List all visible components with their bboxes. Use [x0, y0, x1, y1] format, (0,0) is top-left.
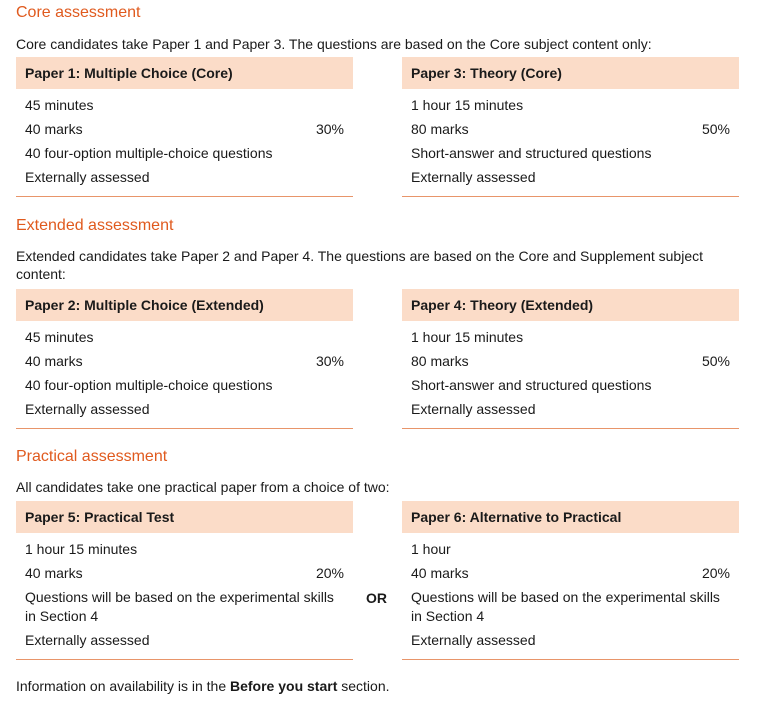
paper1-duration: 45 minutes	[25, 97, 94, 113]
paper4-weight: 50%	[701, 353, 730, 369]
paper5-weight: 20%	[315, 565, 344, 581]
paper1-box	[16, 57, 353, 197]
paper3-box	[402, 57, 739, 197]
paper6-box	[402, 501, 739, 660]
paper4-title: Paper 4: Theory (Extended)	[402, 289, 739, 321]
paper1-marks: 40 marks	[25, 121, 83, 137]
practical-intro: All candidates take one practical paper from a choice of two:	[16, 479, 390, 495]
paper2-duration: 45 minutes	[25, 329, 94, 345]
footer-prefix: Information on availability is in the	[16, 678, 230, 694]
paper3-duration: 1 hour 15 minutes	[411, 97, 524, 113]
paper1-type: 40 four-option multiple-choice questions	[25, 145, 273, 161]
paper6-duration: 1 hour	[411, 541, 451, 557]
paper6-weight: 20%	[701, 565, 730, 581]
extended-assessment-heading: Extended assessment	[16, 217, 174, 234]
extended-intro: Extended candidates take Paper 2 and Paper 4. The questions are based on the Core and Supplement subject content:	[16, 248, 703, 282]
paper5-marks: 40 marks	[25, 565, 83, 581]
paper4-assessed: Externally assessed	[411, 401, 536, 417]
paper4-marks-row	[411, 350, 730, 374]
paper3-marks-row	[411, 118, 730, 142]
before-you-start-reference: Before you start	[230, 678, 338, 694]
paper3-assessed: Externally assessed	[411, 169, 536, 185]
paper4-box	[402, 289, 739, 429]
paper4-type: Short-answer and structured questions	[411, 377, 652, 393]
paper3-weight: 50%	[701, 121, 730, 137]
paper2-box	[16, 289, 353, 429]
paper3-title: Paper 3: Theory (Core)	[402, 57, 739, 89]
paper2-marks-row	[25, 350, 344, 374]
paper2-type: 40 four-option multiple-choice questions	[25, 377, 273, 393]
practical-assessment-heading: Practical assessment	[16, 448, 168, 465]
paper5-marks-row	[25, 562, 344, 586]
availability-note	[16, 678, 390, 694]
paper1-weight: 30%	[315, 121, 344, 137]
paper1-title: Paper 1: Multiple Choice (Core)	[16, 57, 353, 89]
paper5-type: Questions will be based on the experimental skills in Section 4	[25, 589, 334, 624]
footer-suffix: section.	[337, 678, 390, 694]
paper2-assessed: Externally assessed	[25, 401, 150, 417]
paper5-box	[16, 501, 353, 660]
paper1-marks-row	[25, 118, 344, 142]
core-intro: Core candidates take Paper 1 and Paper 3. The questions are based on the Core subject content only:	[16, 36, 652, 52]
or-label: OR	[366, 590, 387, 606]
paper3-type: Short-answer and structured questions	[411, 145, 652, 161]
paper1-assessed: Externally assessed	[25, 169, 150, 185]
core-assessment-heading: Core assessment	[16, 4, 141, 21]
paper5-assessed: Externally assessed	[25, 632, 150, 648]
paper6-title: Paper 6: Alternative to Practical	[402, 501, 739, 533]
paper6-marks-row	[411, 562, 730, 586]
paper5-title: Paper 5: Practical Test	[16, 501, 353, 533]
paper4-marks: 80 marks	[411, 353, 469, 369]
paper6-type: Questions will be based on the experimental skills in Section 4	[411, 589, 720, 624]
paper4-duration: 1 hour 15 minutes	[411, 329, 524, 345]
paper6-marks: 40 marks	[411, 565, 469, 581]
paper2-title: Paper 2: Multiple Choice (Extended)	[16, 289, 353, 321]
paper3-marks: 80 marks	[411, 121, 469, 137]
paper6-assessed: Externally assessed	[411, 632, 536, 648]
paper2-marks: 40 marks	[25, 353, 83, 369]
paper2-weight: 30%	[315, 353, 344, 369]
paper5-duration: 1 hour 15 minutes	[25, 541, 138, 557]
